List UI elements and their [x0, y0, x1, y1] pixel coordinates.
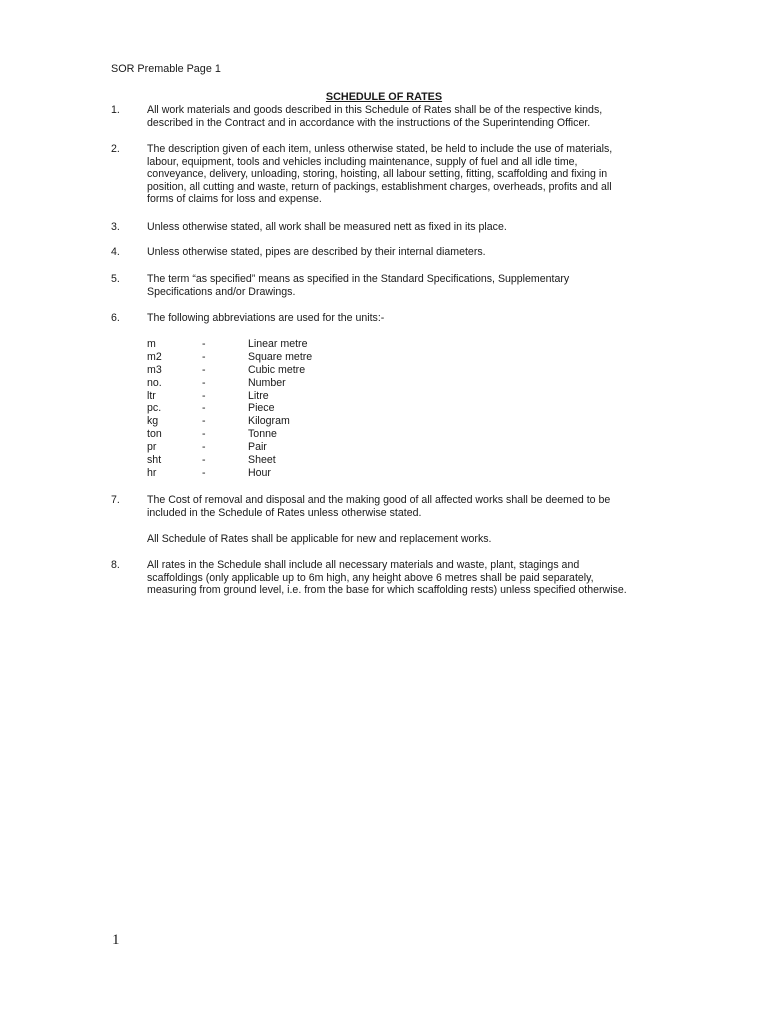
- unit-name: Square metre: [248, 350, 313, 363]
- unit-row: [147, 364, 407, 377]
- unit-name: Litre: [248, 389, 269, 402]
- unit-separator: -: [202, 376, 206, 389]
- unit-abbreviation: pr: [147, 441, 157, 454]
- clause-line: All rates in the Schedule shall include all necessary materials and waste, plant, stagings and: [147, 559, 580, 571]
- clause-text: [147, 494, 660, 519]
- unit-name: Linear metre: [248, 338, 308, 350]
- clause-number: 7.: [111, 494, 120, 506]
- unit-abbreviation: ltr: [147, 389, 156, 402]
- clause-line: position, all cutting and waste, return of packings, establishment charges, overheads, profits and all: [147, 180, 612, 193]
- clause-number: 8.: [111, 559, 120, 571]
- clause-text: [147, 143, 660, 206]
- unit-name: Number: [248, 376, 286, 389]
- unit-row: [147, 441, 407, 454]
- clause-text: [147, 221, 660, 234]
- clause-text: [147, 559, 660, 597]
- unit-name: Pair: [248, 441, 267, 454]
- clause-line: Specifications and/or Drawings.: [147, 285, 296, 298]
- unit-separator: -: [202, 389, 206, 402]
- unit-abbreviation: no.: [147, 376, 162, 389]
- unit-separator: -: [202, 466, 206, 479]
- unit-abbreviation: hr: [147, 466, 157, 479]
- unit-row: [147, 402, 407, 415]
- clause-number: 5.: [111, 273, 120, 285]
- clause-text: [147, 312, 660, 325]
- clause-line: All work materials and goods described in this Schedule of Rates shall be of the respective kinds,: [147, 104, 603, 116]
- unit-row: [147, 454, 407, 467]
- clause-number: 6.: [111, 312, 120, 324]
- clause-number: 3.: [111, 221, 120, 233]
- unit-row: [147, 428, 407, 441]
- clause-line: conveyance, delivery, unloading, storing, hoisting, all labour setting, fitting, scaffolding and fixing in: [147, 168, 608, 181]
- unit-separator: -: [202, 350, 206, 363]
- clause-line: scaffoldings (only applicable up to 6m high, any height above 6 metres shall be paid separately,: [147, 571, 594, 584]
- unit-row: [147, 415, 407, 428]
- clause-line: The description given of each item, unless otherwise stated, be held to include the use of materials,: [147, 143, 613, 155]
- clause-line: forms of claims for loss and expense.: [147, 193, 322, 206]
- clause-line: The following abbreviations are used for the units:-: [147, 312, 385, 324]
- clause-line: measuring from ground level, i.e. from the base for which scaffolding rests) unless specified otherwise.: [147, 584, 627, 597]
- unit-separator: -: [202, 454, 206, 467]
- unit-separator: -: [202, 338, 206, 350]
- unit-row: [147, 467, 407, 480]
- clause-line: The Cost of removal and disposal and the making good of all affected works shall be deemed to be: [147, 494, 611, 506]
- unit-name: Tonne: [248, 428, 277, 441]
- unit-row: [147, 338, 407, 351]
- unit-abbreviation: kg: [147, 415, 159, 428]
- unit-abbreviation: m3: [147, 363, 162, 376]
- unit-abbreviation: m2: [147, 350, 162, 363]
- clause-7-note: All Schedule of Rates shall be applicable for new and replacement works.: [147, 533, 492, 545]
- units-list: [147, 338, 407, 480]
- clause-text: [147, 104, 660, 129]
- page-number: 1: [112, 932, 120, 948]
- unit-separator: -: [202, 402, 206, 415]
- document-title: SCHEDULE OF RATES: [325, 91, 443, 103]
- unit-name: Kilogram: [248, 415, 290, 428]
- clause-text: [147, 273, 660, 298]
- unit-separator: -: [202, 415, 206, 428]
- unit-separator: -: [202, 363, 206, 376]
- unit-separator: -: [202, 428, 206, 441]
- clause-line: Unless otherwise stated, all work shall be measured nett as fixed in its place.: [147, 221, 507, 233]
- clause-line: The term “as specified” means as specified in the Standard Specifications, Supplementary: [147, 273, 570, 285]
- clause-line: described in the Contract and in accordance with the instructions of the Superintending Officer.: [147, 116, 591, 129]
- clause-text: [147, 246, 660, 259]
- unit-abbreviation: pc.: [147, 402, 162, 415]
- unit-row: [147, 377, 407, 390]
- clause-number: 1.: [111, 104, 120, 116]
- page-header: SOR Premable Page 1: [111, 63, 221, 75]
- unit-row: [147, 351, 407, 364]
- clause-number: 4.: [111, 246, 120, 258]
- unit-separator: -: [202, 441, 206, 454]
- unit-abbreviation: sht: [147, 454, 162, 467]
- unit-name: Cubic metre: [248, 363, 306, 376]
- clause-line: Unless otherwise stated, pipes are described by their internal diameters.: [147, 246, 486, 258]
- clause-number: 2.: [111, 143, 120, 155]
- unit-name: Piece: [248, 402, 275, 415]
- clause-line: included in the Schedule of Rates unless otherwise stated.: [147, 506, 422, 519]
- unit-name: Hour: [248, 466, 271, 479]
- unit-abbreviation: ton: [147, 428, 162, 441]
- clause-line: labour, equipment, tools and vehicles including maintenance, supply of fuel and all idle time,: [147, 155, 578, 168]
- unit-abbreviation: m: [147, 338, 156, 350]
- unit-row: [147, 390, 407, 403]
- unit-name: Sheet: [248, 454, 276, 467]
